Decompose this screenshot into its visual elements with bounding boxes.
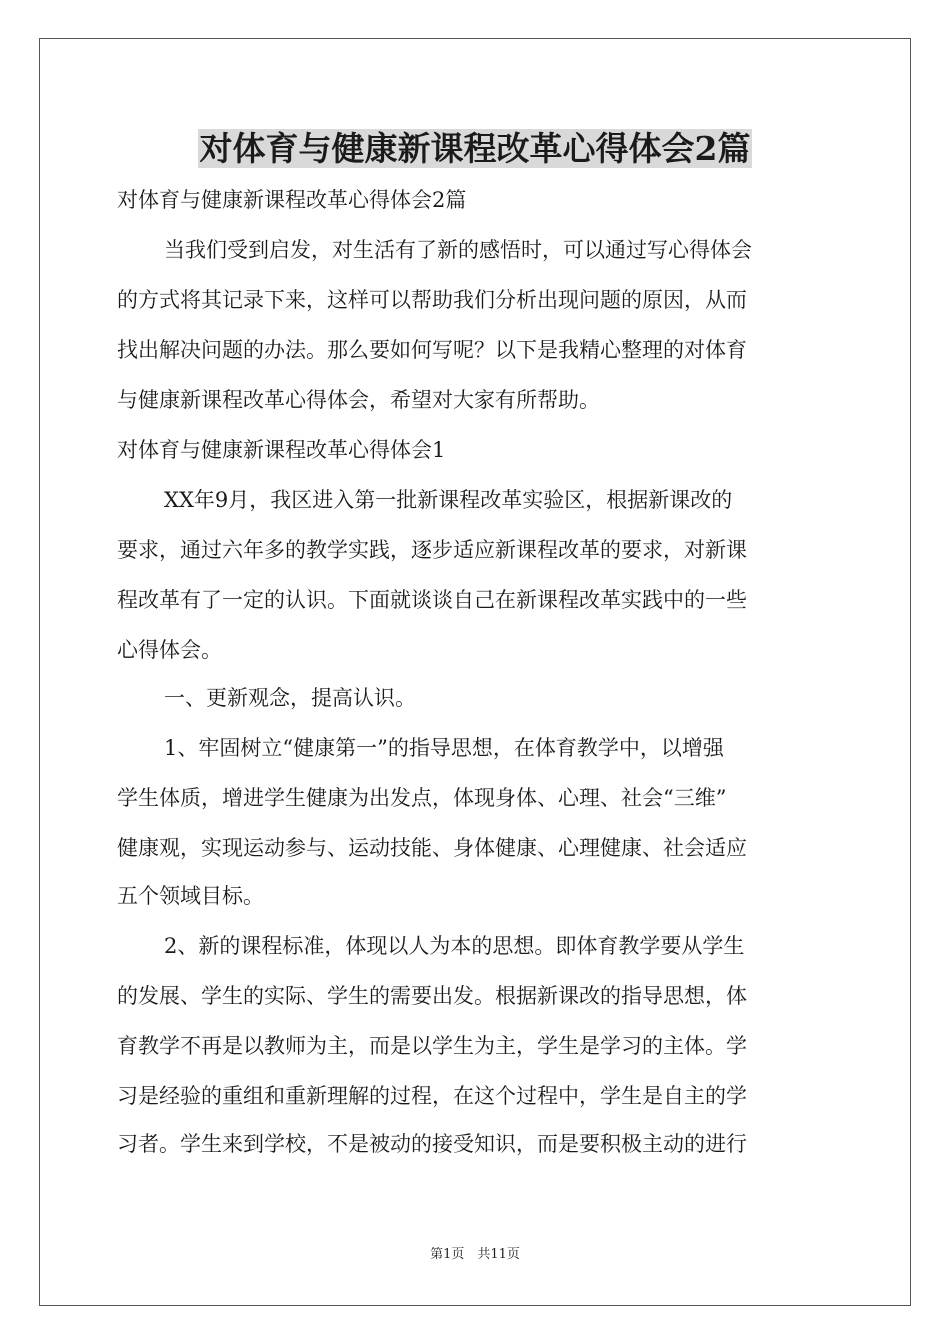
paragraph-line: 习是经验的重组和重新理解的过程，在这个过程中，学生是自主的学: [117, 1084, 747, 1108]
paragraph-line: 程改革有了一定的认识。下面就谈谈自己在新课程改革实践中的一些: [117, 588, 747, 612]
paragraph-line: 1、牢固树立“健康第一”的指导思想，在体育教学中，以增强: [164, 736, 724, 760]
paragraph-line: 的方式将其记录下来，这样可以帮助我们分析出现问题的原因，从而: [117, 288, 747, 312]
paragraph-line: 健康观，实现运动参与、运动技能、身体健康、心理健康、社会适应: [117, 836, 747, 860]
paragraph-line: XX年9月，我区进入第一批新课程改革实验区，根据新课改的: [164, 488, 733, 512]
paragraph-line: 习者。学生来到学校，不是被动的接受知识，而是要积极主动的进行: [117, 1132, 747, 1156]
page-footer: 第1页 共11页: [430, 1247, 520, 1262]
paragraph-line: 找出解决问题的办法。那么要如何写呢？以下是我精心整理的对体育: [117, 338, 747, 362]
document-title-text: 对体育与健康新课程改革心得体会2篇: [199, 129, 751, 168]
paragraph-line: 要求，通过六年多的教学实践，逐步适应新课程改革的要求，对新课: [117, 538, 747, 562]
paragraph-line: 学生体质，增进学生健康为出发点，体现身体、心理、社会“三维”: [117, 786, 727, 810]
paragraph-line: 心得体会。: [117, 638, 222, 662]
paragraph-line: 2、新的课程标准，体现以人为本的思想。即体育教学要从学生: [164, 934, 745, 958]
paragraph-line: 育教学不再是以教师为主，而是以学生为主，学生是学习的主体。学: [117, 1034, 747, 1058]
paragraph-line: 与健康新课程改革心得体会，希望对大家有所帮助。: [117, 388, 600, 412]
paragraph-line: 的发展、学生的实际、学生的需要出发。根据新课改的指导思想，体: [117, 984, 747, 1008]
section-heading: 对体育与健康新课程改革心得体会1: [117, 438, 446, 462]
paragraph-line: 当我们受到启发，对生活有了新的感悟时，可以通过写心得体会: [164, 238, 752, 262]
page-frame: [39, 38, 911, 1306]
paragraph-line: 五个领域目标。: [117, 884, 264, 908]
subtitle-line: 对体育与健康新课程改革心得体会2篇: [117, 188, 467, 212]
paragraph-line: 一、更新观念，提高认识。: [164, 686, 416, 710]
document-title: [0, 126, 950, 172]
